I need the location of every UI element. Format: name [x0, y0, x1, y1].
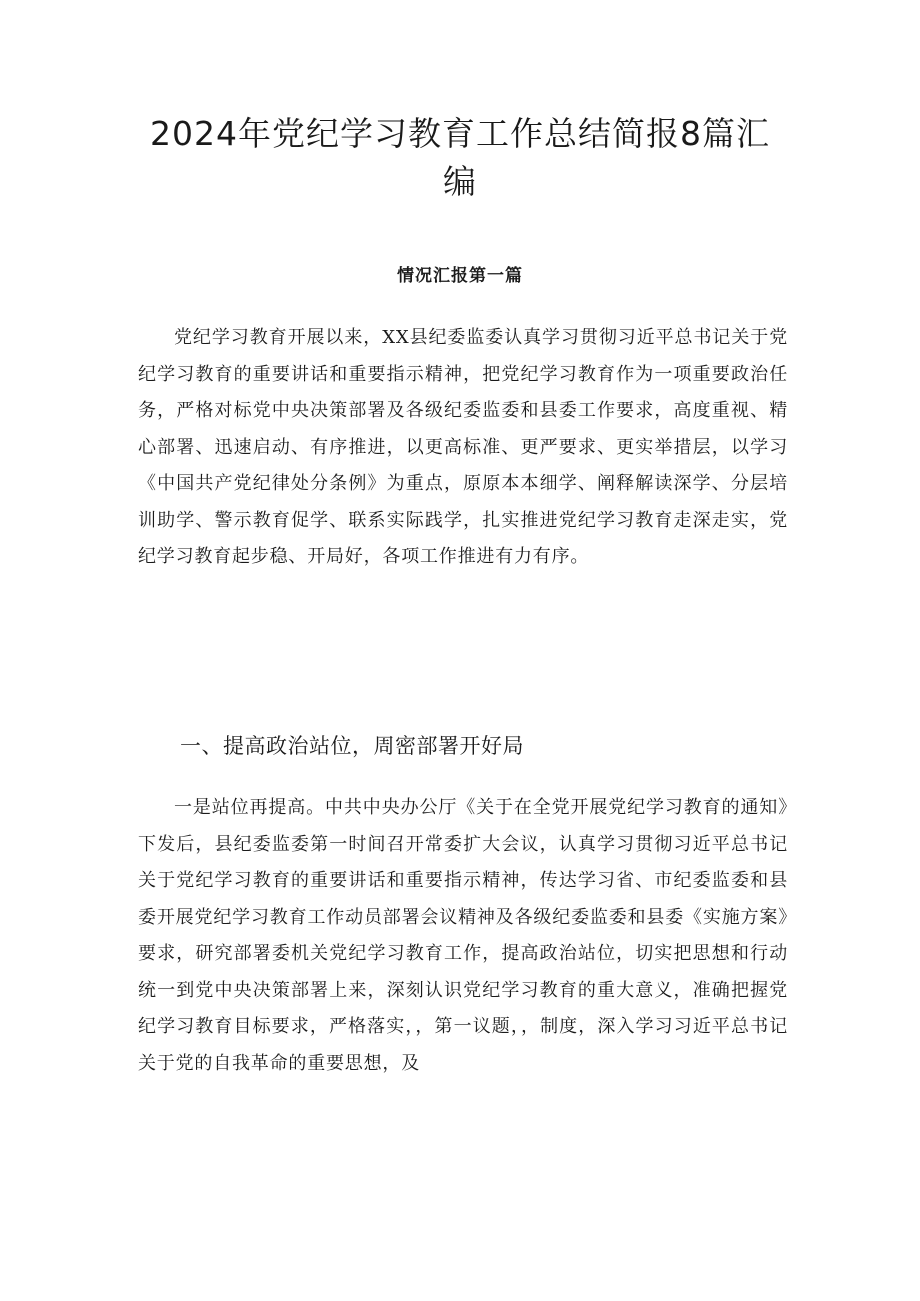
body-paragraph-1: 党纪学习教育开展以来，XX县纪委监委认真学习贯彻习近平总书记关于党纪学习教育的重要讲话和重要指示精神，把党纪学习教育作为一项重要政治任务，严格对标党中央决策部署及各级纪委监委和县委工作要求，高度重视、精心部署、迅速启动、有序推进，以更高标准、更严要求、更实举措层，以学习《中国共产党纪律处分条例》为重点，原原本本细学、阐释解读深学、分层培训助学、警示教育促学、联系实际践学，扎实推进党纪学习教育走深走实，党纪学习教育起步稳、开局好，各项工作推进有力有序。 [138, 327, 788, 567]
document-title: 2024年党纪学习教育工作总结简报8篇汇编 [150, 114, 770, 201]
section-subtitle: 情况汇报第一篇 [397, 266, 523, 286]
section-heading-1: 一、提高政治站位，周密部署开好局 [180, 734, 524, 758]
body-paragraph-2: 一是站位再提高。中共中央办公厅《关于在全党开展党纪学习教育的通知》下发后，县纪委监委第一时间召开常委扩大会议，认真学习贯彻习近平总书记关于党纪学习教育的重要讲话和重要指示精神，传达学习省、市纪委监委和县委开展党纪学习教育工作动员部署会议精神及各级纪委监委和县委《实施方案》要求，研究部署委机关党纪学习教育工作，提高政治站位，切实把思想和行动统一到党中央决策部署上来，深刻认识党纪学习教育的重大意义，准确把握党纪学习教育目标要求，严格落实，，第一议题，，制度，深入学习习近平总书记关于党的自我革命的重要思想，及 [138, 797, 788, 1074]
